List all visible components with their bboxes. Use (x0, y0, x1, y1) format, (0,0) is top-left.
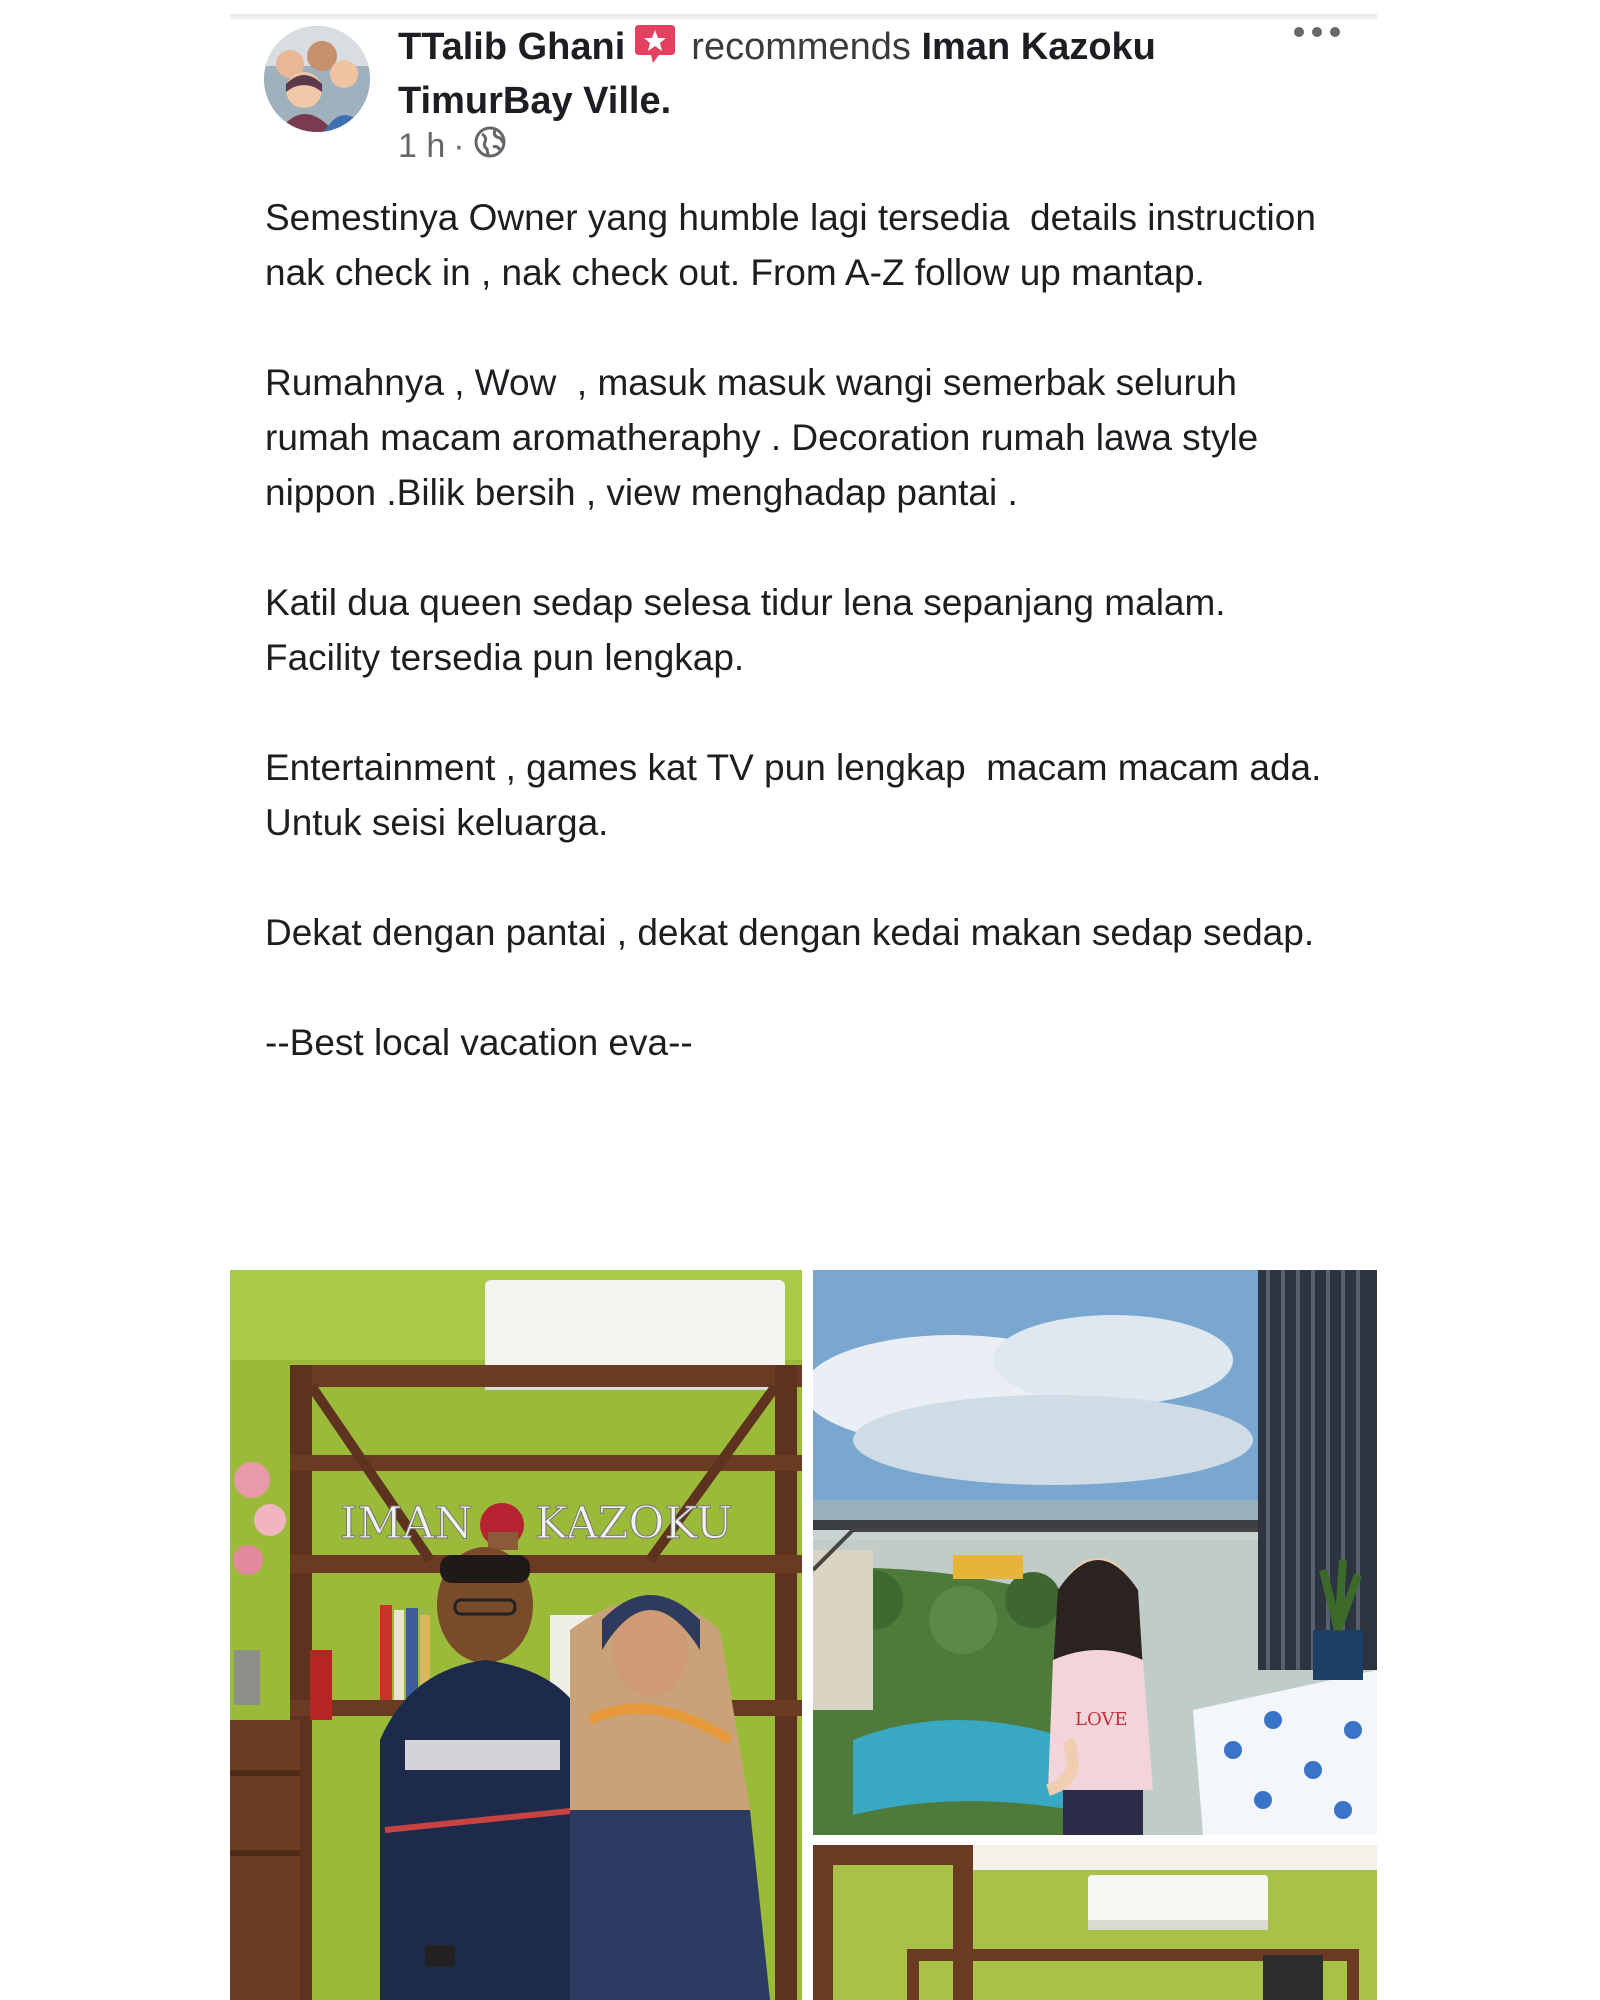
more-options-icon[interactable] (1287, 22, 1347, 42)
recommended-page[interactable]: Iman Kazoku TimurBay Ville. (398, 26, 1156, 122)
post-paragraph: Katil dua queen sedap selesa tidur lena sepanjang malam. Facility tersedia pun lengkap. (265, 582, 1236, 678)
post-action: recommends (691, 26, 911, 68)
photo-room-interior[interactable] (813, 1845, 1377, 2000)
facebook-post (230, 20, 1377, 2000)
post-meta (398, 125, 507, 168)
post-paragraph: Dekat dengan pantai , dekat dengan kedai makan sedap sedap. (265, 912, 1315, 953)
recommend-star-icon (633, 21, 677, 65)
photo-balcony-sea-view[interactable] (813, 1270, 1377, 1835)
meta-separator: · (453, 127, 465, 165)
post-paragraph: Entertainment , games kat TV pun lengkap macam macam ada. Untuk seisi keluarga. (265, 747, 1332, 843)
post-time[interactable]: 1 h (398, 127, 446, 165)
post-paragraph: Semestinya Owner yang humble lagi tersedia details instruction nak check in , nak check out. From A-Z follow up mantap. (265, 197, 1327, 293)
post-header-line (398, 20, 1298, 128)
post-paragraph: --Best local vacation eva-- (265, 1022, 693, 1063)
photo-couple-shelf[interactable] (230, 1270, 802, 2000)
signage-kazoku: KAZOKU (535, 1498, 733, 1549)
signage-iman: IMAN (340, 1498, 473, 1549)
globe-icon[interactable] (473, 125, 507, 168)
post-paragraph: Rumahnya , Wow , masuk masuk wangi semerbak seluruh rumah macam aromatheraphy . Decoration rumah lawa style nippon .Bilik bersih , view menghadap pantai . (265, 362, 1269, 513)
author-name[interactable]: TTalib Ghani (398, 26, 626, 68)
svg-text:LOVE: LOVE (1075, 1709, 1128, 1730)
photo-grid (230, 1270, 1377, 2000)
post-body (265, 190, 1345, 1070)
author-avatar[interactable] (264, 26, 370, 132)
